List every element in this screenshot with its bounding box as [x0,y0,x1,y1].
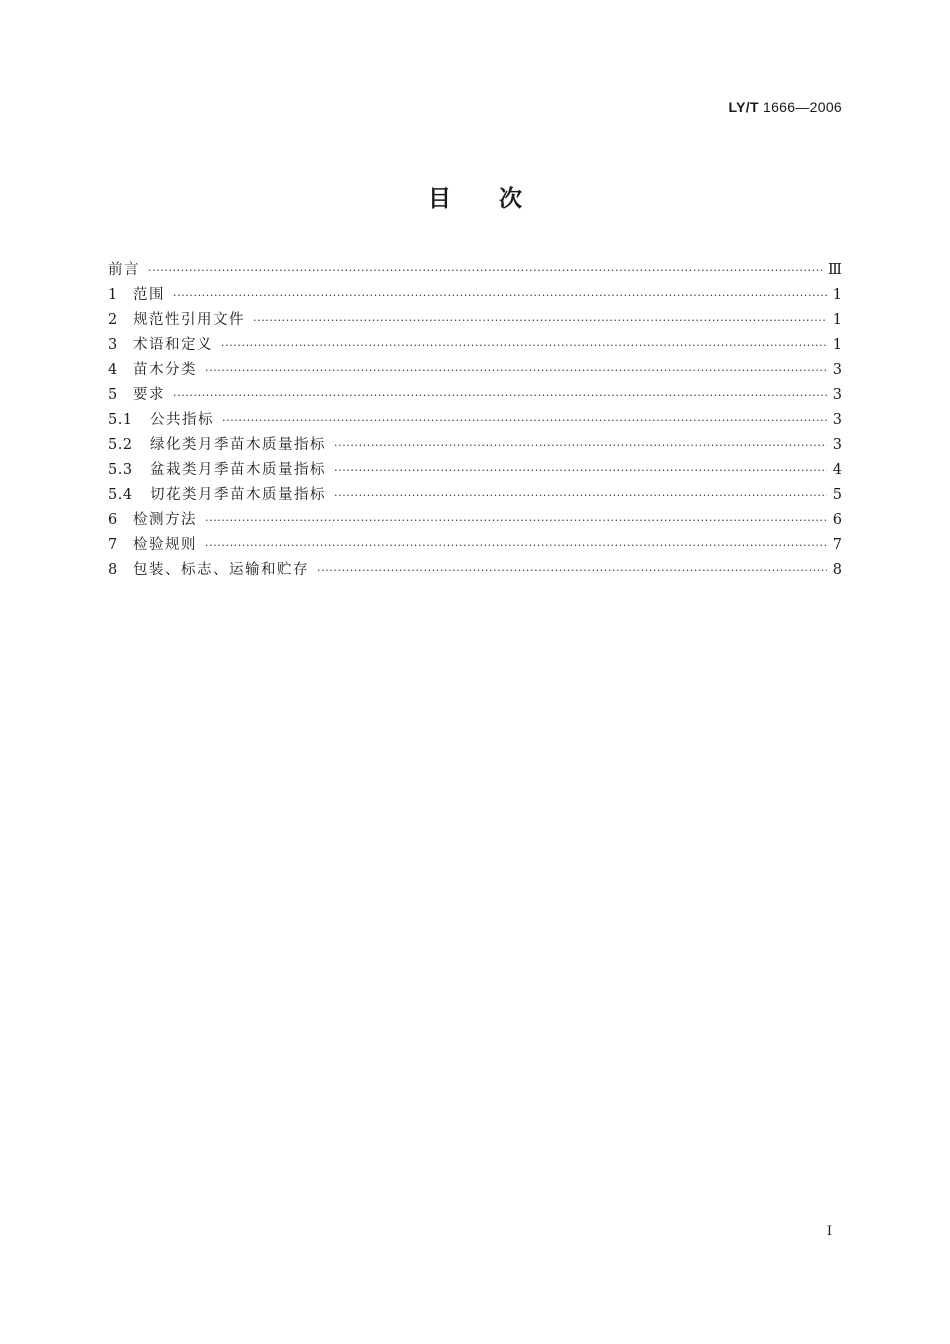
toc-entry-label: 检测方法 [133,512,197,528]
toc-leader-dots [173,383,827,408]
toc-entry-number: 8 [108,562,118,578]
toc-entry-number: 5.3 [108,462,133,478]
toc-leader-dots [205,533,827,558]
toc-entry-page: 3 [832,387,842,403]
toc-entry-label: 公共指标 [150,412,214,428]
standard-number: 1666—2006 [763,99,842,115]
toc-entry-number: 2 [108,312,118,328]
document-code [729,99,842,115]
toc-leader-dots [205,508,827,533]
toc-leader-dots [221,333,827,358]
toc-entry-number: 6 [108,512,118,528]
toc-entry-number: 5 [108,387,118,403]
toc-entry-number: 1 [108,287,118,303]
toc-entry-page: 3 [832,412,842,428]
toc-entry-label: 术语和定义 [133,337,213,353]
toc-entry[interactable] [108,308,842,333]
toc-entry[interactable] [108,533,842,558]
toc-leader-dots [173,283,827,308]
toc-entry-label: 盆栽类月季苗木质量指标 [150,462,326,478]
toc-entry-page: 1 [832,287,842,303]
toc-entry-page: 4 [832,462,842,478]
toc-leader-dots [334,433,827,458]
toc-entry[interactable] [108,383,842,408]
toc-entry[interactable] [108,433,842,458]
toc-entry[interactable] [108,258,842,283]
standard-prefix: LY/T [728,99,759,115]
toc-entry-page: 1 [832,337,842,353]
toc-entry-page: 7 [832,537,842,553]
toc-entry-number: 7 [108,537,118,553]
toc-entry[interactable] [108,283,842,308]
toc-entry-page: 3 [832,362,842,378]
toc-leader-dots [334,483,827,508]
toc-leader-dots [317,558,827,583]
toc-entry-number: 5.2 [108,437,133,453]
toc-entry-page: 3 [832,437,842,453]
toc-entry-page: 5 [832,487,842,503]
toc-entry-page: 1 [832,312,842,328]
toc-entry-number: 3 [108,337,118,353]
toc-entry-label: 要求 [133,387,165,403]
toc-entry-label: 前言 [108,262,140,278]
toc-entry-page: 6 [832,512,842,528]
toc-entry[interactable] [108,408,842,433]
toc-entry-page: 8 [832,562,842,578]
page-number: I [826,1224,832,1239]
toc-entry-label: 苗木分类 [133,362,197,378]
toc-entry-number: 5.4 [108,487,133,503]
table-of-contents [108,258,842,583]
toc-entry-number: 5.1 [108,412,133,428]
toc-entry[interactable] [108,483,842,508]
toc-entry[interactable] [108,508,842,533]
toc-leader-dots [253,308,827,333]
toc-entry[interactable] [108,458,842,483]
toc-entry-number: 4 [108,362,118,378]
toc-leader-dots [205,358,827,383]
toc-entry-label: 切花类月季苗木质量指标 [150,487,326,503]
toc-leader-dots [148,258,822,283]
toc-leader-dots [334,458,827,483]
toc-entry[interactable] [108,558,842,583]
toc-entry-label: 绿化类月季苗木质量指标 [150,437,326,453]
toc-entry[interactable] [108,333,842,358]
toc-entry-page: Ⅲ [828,262,842,278]
toc-entry-label: 包装、标志、运输和贮存 [133,562,309,578]
toc-entry-label: 规范性引用文件 [133,312,245,328]
toc-title [0,180,950,213]
toc-entry-label: 范围 [133,287,165,303]
toc-entry[interactable] [108,358,842,383]
toc-leader-dots [222,408,827,433]
toc-title-char-2: 次 [499,186,522,212]
toc-entry-label: 检验规则 [133,537,197,553]
toc-title-char-1: 目 [428,186,451,212]
